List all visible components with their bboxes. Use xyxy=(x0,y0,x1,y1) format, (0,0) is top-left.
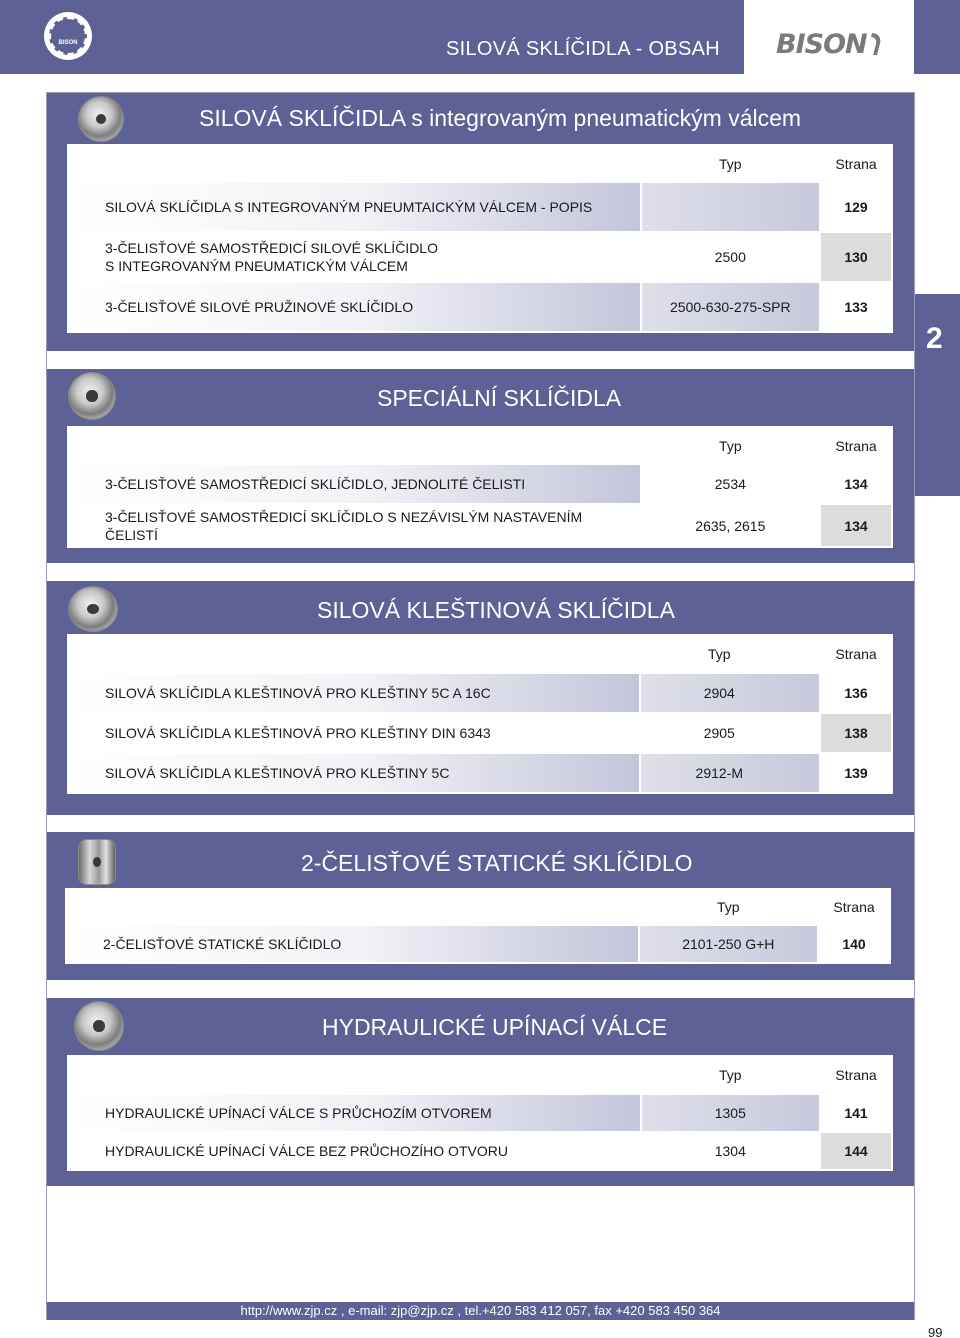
hydraulic-cylinder-thumbnail-icon xyxy=(75,1002,123,1050)
table-row[interactable]: SILOVÁ SKLÍČIDLA KLEŠTINOVÁ PRO KLEŠTINY 5C 2912-M 139 xyxy=(69,754,891,792)
chuck-thumbnail-icon xyxy=(69,373,115,419)
section-special xyxy=(47,369,914,563)
company-logo-text: BISON xyxy=(58,40,78,46)
static-chuck-thumbnail-icon xyxy=(79,840,115,884)
table-row[interactable]: SILOVÁ SKLÍČIDLA KLEŠTINOVÁ PRO KLEŠTINY 5C A 16C 2904 136 xyxy=(69,674,891,712)
table-row[interactable]: 3-ČELISŤOVÉ SAMOSTŘEDICÍ SKLÍČIDLO, JEDNOLITÉ ČELISTI 2534 134 xyxy=(69,465,891,503)
table-row[interactable]: 3-ČELISŤOVÉ SILOVÉ PRUŽINOVÉ SKLÍČIDLO 2500-630-275-SPR 133 xyxy=(69,283,891,331)
section-table xyxy=(67,144,893,333)
row-desc xyxy=(69,233,640,281)
company-logo xyxy=(44,12,92,60)
table-row[interactable]: 3-ČELISŤOVÉ SAMOSTŘEDICÍ SILOVÉ SKLÍČIDLO S INTEGROVANÝM PNEUMATICKÝM VÁLCEM 2500 130 xyxy=(69,233,891,281)
section-integrated-pneumatic xyxy=(47,93,914,351)
section-title: 2-ČELISŤOVÉ STATICKÉ SKLÍČIDLO xyxy=(301,850,693,876)
chapter-tab xyxy=(914,294,960,496)
table-header-row xyxy=(69,146,891,181)
section-collet xyxy=(47,581,914,815)
table-header-row xyxy=(69,1057,891,1093)
table-row[interactable]: HYDRAULICKÉ UPÍNACÍ VÁLCE S PRŮCHOZÍM OTVOREM 1305 141 xyxy=(69,1095,891,1131)
section-table xyxy=(67,426,893,548)
col-typ: Typ xyxy=(642,146,820,181)
col-typ: Typ xyxy=(642,428,819,463)
section-title: HYDRAULICKÉ UPÍNACÍ VÁLCE xyxy=(322,1014,668,1040)
section-static xyxy=(47,832,914,980)
footer-contact: http://www.zjp.cz , e-mail: zjp@zjp.cz , tel.+420 583 412 057, fax +420 583 450 364 xyxy=(47,1302,914,1320)
table-row[interactable]: SILOVÁ SKLÍČIDLA S INTEGROVANÝM PNEUMTAICKÝM VÁLCEM - POPIS 129 xyxy=(69,183,891,231)
section-table xyxy=(65,888,891,964)
col-strana: Strana xyxy=(821,146,891,181)
section-table xyxy=(67,634,893,794)
table-row[interactable]: 3-ČELISŤOVÉ SAMOSTŘEDICÍ SKLÍČIDLO S NEZÁVISLÝM NASTAVENÍM ČELISTÍ 2635, 2615 134 xyxy=(69,505,891,546)
row-desc-line: 3-ČELISŤOVÉ SAMOSTŘEDICÍ SILOVÉ SKLÍČIDLO S INTEGROVANÝM PNEUMATICKÝM VÁLCEM xyxy=(105,240,438,274)
table-header-row xyxy=(69,428,891,463)
table-header-row xyxy=(69,636,891,672)
page-title: SILOVÁ SKLÍČIDLA - OBSAH xyxy=(446,38,720,60)
col-typ: Typ xyxy=(640,890,818,924)
col-strana: Strana xyxy=(821,1057,891,1093)
table-row[interactable]: HYDRAULICKÉ UPÍNACÍ VÁLCE BEZ PRŮCHOZÍHO OTVORU 1304 144 xyxy=(69,1133,891,1169)
table-header-row xyxy=(67,890,889,924)
bison-logo xyxy=(776,30,880,58)
col-strana: Strana xyxy=(821,636,891,672)
col-strana: Strana xyxy=(819,890,889,924)
collet-chuck-thumbnail-icon xyxy=(69,587,117,631)
table-row[interactable]: 2-ČELISŤOVÉ STATICKÉ SKLÍČIDLO 2101-250 G+H 140 xyxy=(67,926,889,962)
section-title: SPECIÁLNÍ SKLÍČIDLA xyxy=(377,385,622,411)
section-title: SILOVÁ KLEŠTINOVÁ SKLÍČIDLA xyxy=(317,597,675,623)
table-row[interactable]: SILOVÁ SKLÍČIDLA KLEŠTINOVÁ PRO KLEŠTINY DIN 6343 2905 138 xyxy=(69,714,891,752)
section-table xyxy=(67,1055,893,1171)
header-bar-right xyxy=(914,0,960,74)
col-strana: Strana xyxy=(821,428,891,463)
section-title: SILOVÁ SKLÍČIDLA s integrovaným pneumatickým válcem xyxy=(199,105,802,131)
chuck-thumbnail-icon xyxy=(79,97,123,141)
brand-name: BISON xyxy=(776,28,867,60)
page-number: 99 xyxy=(928,1325,943,1338)
bison-horn-icon xyxy=(866,33,883,55)
section-hydraulic xyxy=(47,998,914,1186)
chapter-number: 2 xyxy=(926,322,943,355)
header-bar xyxy=(0,0,744,74)
col-typ: Typ xyxy=(642,1057,820,1093)
col-typ: Typ xyxy=(641,636,819,672)
